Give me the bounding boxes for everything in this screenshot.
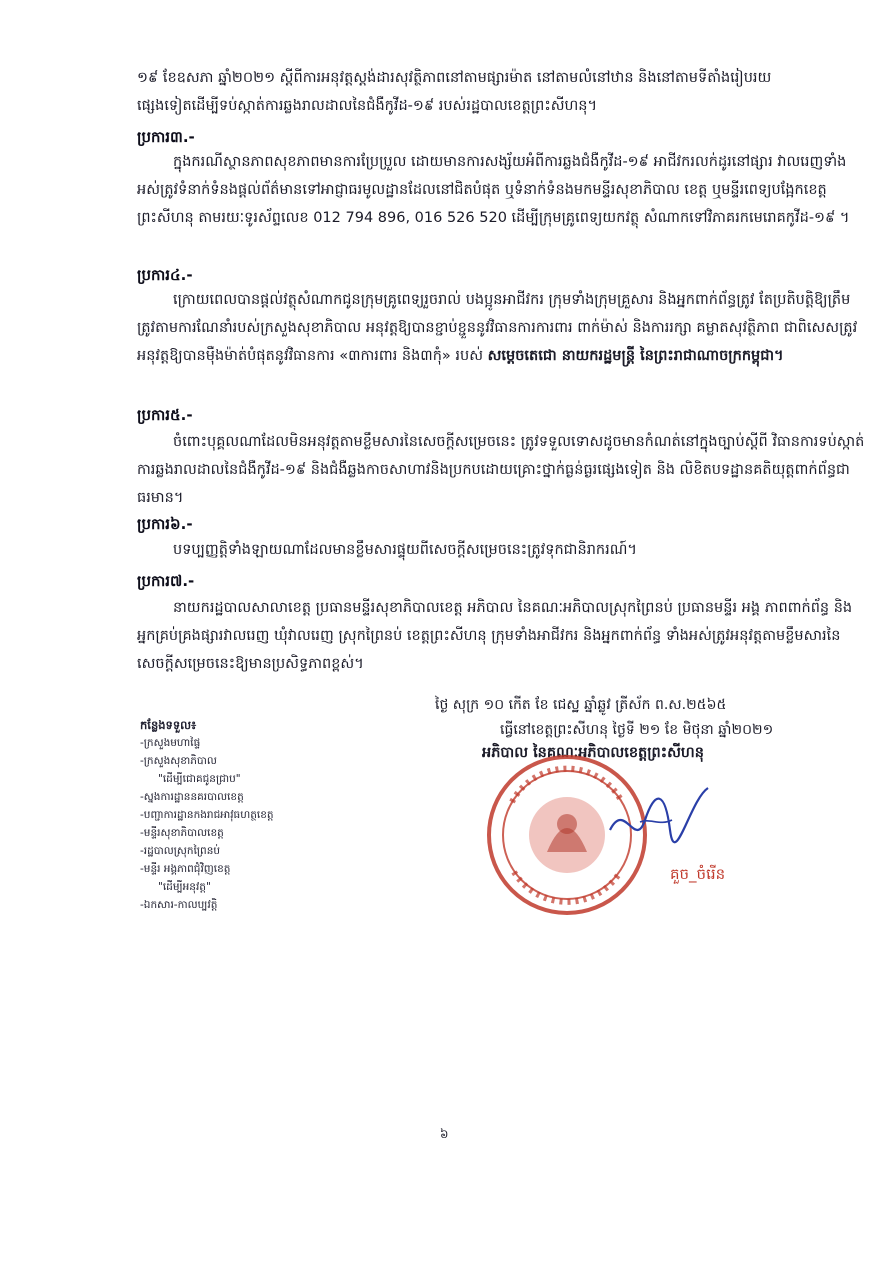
page-number: ៦ bbox=[440, 1127, 449, 1141]
article-4-text bbox=[137, 286, 865, 370]
article-4-body: ក្រោយពេលបានផ្តល់វត្ថុសំណាកជូនក្រុមគ្រូពេទ្យរួចរាល់ បងប្អូនអាជីវករ ក្រុមទាំងក្រុមគ្រួសារ និងអ្នកពាក់ព័ន្ធត្រូវ តែប្រតិបត្តិឱ្យត្រឹមត្រូវតាមការណែនាំរបស់ក្រសួងសុខាភិបាល អនុវត្តឱ្យបានខ្ជាប់ខ្ជួននូវវិធានការការពារ ពាក់ម៉ាស់ និងការរក្សា គម្លាតសុវត្ថិភាព ជាពិសេសត្រូវអនុវត្តឱ្យបានម៉ឺងម៉ាត់បំផុតនូវវិធានការ «៣ការពារ និង៣កុំ» របស់ bbox=[137, 292, 858, 364]
recipient-item: "ដើម្បីជោគជូនជ្រាប" bbox=[158, 773, 241, 785]
article-7-heading: ប្រការ៧.- bbox=[137, 572, 195, 590]
article-4-bold-text: សម្តេចតេជោ នាយករដ្ឋមន្ត្រី នៃព្រះរាជាណាចក្រកម្ពុជា។ bbox=[487, 348, 784, 364]
recipient-item: -បញ្ជាការដ្ឋានកងរាជអាវុធហត្ថខេត្ត bbox=[140, 809, 274, 821]
signing-office: អភិបាល នៃគណៈអភិបាលខេត្តព្រះសីហនុ bbox=[482, 745, 704, 761]
recipients-title: កន្លែងទទួល៖ bbox=[140, 718, 197, 732]
recipient-item: -មន្ទីរ អង្គភាពជុំវិញខេត្ត bbox=[140, 863, 231, 875]
article-3-text: ក្នុងករណីស្ថានភាពសុខភាពមានការប្រែប្រួល ដោយមានការសង្ស័យអំពីការឆ្លងជំងឺកូវីដ-១៩ អាជីវករលក់ដូរនៅផ្សារ វាលរេញទាំងអស់ត្រូវទំនាក់ទំនងផ្តល់ព័ត៌មានទៅអាជ្ញាធរមូលដ្ឋានដែលនៅជិតបំផុត ឬទំនាក់ទំនងមកមន្ទីរសុខាភិបាល ខេត្ត ឬមន្ទីរពេទ្យបង្អែកខេត្តព្រះសីហនុ តាមរយៈទូរស័ព្ទលេខ 012 794 896, 016 526 520 ដើម្បីក្រុមគ្រូពេទ្យយកវត្ថុ សំណាកទៅវិភាគរកមេរោគកូវីដ-១៩ ។ bbox=[137, 154, 850, 226]
signature-icon bbox=[590, 760, 730, 870]
recipient-item: -មន្ទីរសុខាភិបាលខេត្ត bbox=[140, 827, 224, 839]
article-6-text: បទប្បញ្ញត្តិទាំងឡាយណាដែលមានខ្លឹមសារផ្ទុយពីសេចក្តីសម្រេចនេះត្រូវទុកជានិរាករណ៍។ bbox=[173, 542, 637, 558]
article-3-heading: ប្រការ៣.- bbox=[137, 128, 195, 146]
recipient-item: -ឯកសារ-កាលប្បវត្តិ bbox=[140, 899, 218, 911]
article-4-heading: ប្រការ៤.- bbox=[137, 266, 193, 284]
recipient-item: -រដ្ឋបាលស្រុកព្រៃនប់ bbox=[140, 845, 221, 857]
article-7-text: នាយករដ្ឋបាលសាលាខេត្ត ប្រធានមន្ទីរសុខាភិបាលខេត្ត អភិបាល នៃគណៈអភិបាលស្រុកព្រៃនប់ ប្រធានមន្ទីរ អង្គ ភាពពាក់ព័ន្ធ និងអ្នកគ្រប់គ្រងផ្សារវាលរេញ ឃុំវាលរេញ ស្រុកព្រៃនប់ ខេត្តព្រះសីហនុ ក្រុមទាំងអាជីវករ និងអ្នកពាក់ព័ន្ធ ទាំងអស់ត្រូវអនុវត្តតាមខ្លឹមសារនៃសេចក្តីសម្រេចនេះឱ្យមានប្រសិទ្ធភាពខ្ពស់។ bbox=[137, 600, 853, 672]
recipient-item: -ក្រសួងសុខាភិបាល bbox=[140, 755, 217, 767]
recipient-item: -ក្រសួងមហាផ្ទៃ bbox=[140, 737, 201, 749]
signer-name: គួច_ចំរើន bbox=[670, 865, 726, 883]
article-6-heading: ប្រការ៦.- bbox=[137, 515, 193, 533]
intro-line-2: ផ្សេងទៀតដើម្បីទប់ស្កាត់ការឆ្លងរាលដាលនៃជំងឺកូវីដ-១៩ របស់រដ្ឋបាលខេត្តព្រះសីហនុ។ bbox=[137, 98, 598, 114]
solar-date: ធ្វើនៅខេត្តព្រះសីហនុ ថ្ងៃទី ២១ ខែ មិថុនា ឆ្នាំ២០២១ bbox=[500, 722, 774, 738]
recipient-item: "ដើម្បីអនុវត្ត" bbox=[158, 881, 211, 893]
intro-line-1: ១៩ ខែឧសភា ឆ្នាំ២០២១ ស្តីពីការអនុវត្តស្តង់ដារសុវត្ថិភាពនៅតាមផ្សារម៉ាត នៅតាមលំនៅឋាន និងនៅតាមទីតាំងរៀបរយ bbox=[137, 70, 772, 86]
article-5-heading: ប្រការ៥.- bbox=[137, 406, 193, 424]
recipient-item: -ស្នងការដ្ឋាននគរបាលខេត្ត bbox=[140, 791, 244, 803]
article-5-text: ចំពោះបុគ្គលណាដែលមិនអនុវត្តតាមខ្លឹមសារនៃសេចក្តីសម្រេចនេះ ត្រូវទទួលទោសដូចមានកំណត់នៅក្នុងច្បាប់ស្តីពី វិធានការទប់ស្កាត់ការឆ្លងរាលដាលនៃជំងឺកូវីដ-១៩ និងជំងឺឆ្លងកាចសាហាវនិងប្រកបដោយគ្រោះថ្នាក់ធ្ងន់ធ្ងរផ្សេងទៀត និង លិខិតបទដ្ឋានគតិយុត្តពាក់ព័ន្ធជាធរមាន។ bbox=[137, 434, 865, 506]
recipients-list bbox=[140, 716, 350, 914]
lunar-date: ថ្ងៃ សុក្រ ១០ កើត ខែ ជេស្ឋ ឆ្នាំឆ្លូវ ត្រីស័ក ព.ស.២៥៦៥ bbox=[435, 697, 727, 713]
